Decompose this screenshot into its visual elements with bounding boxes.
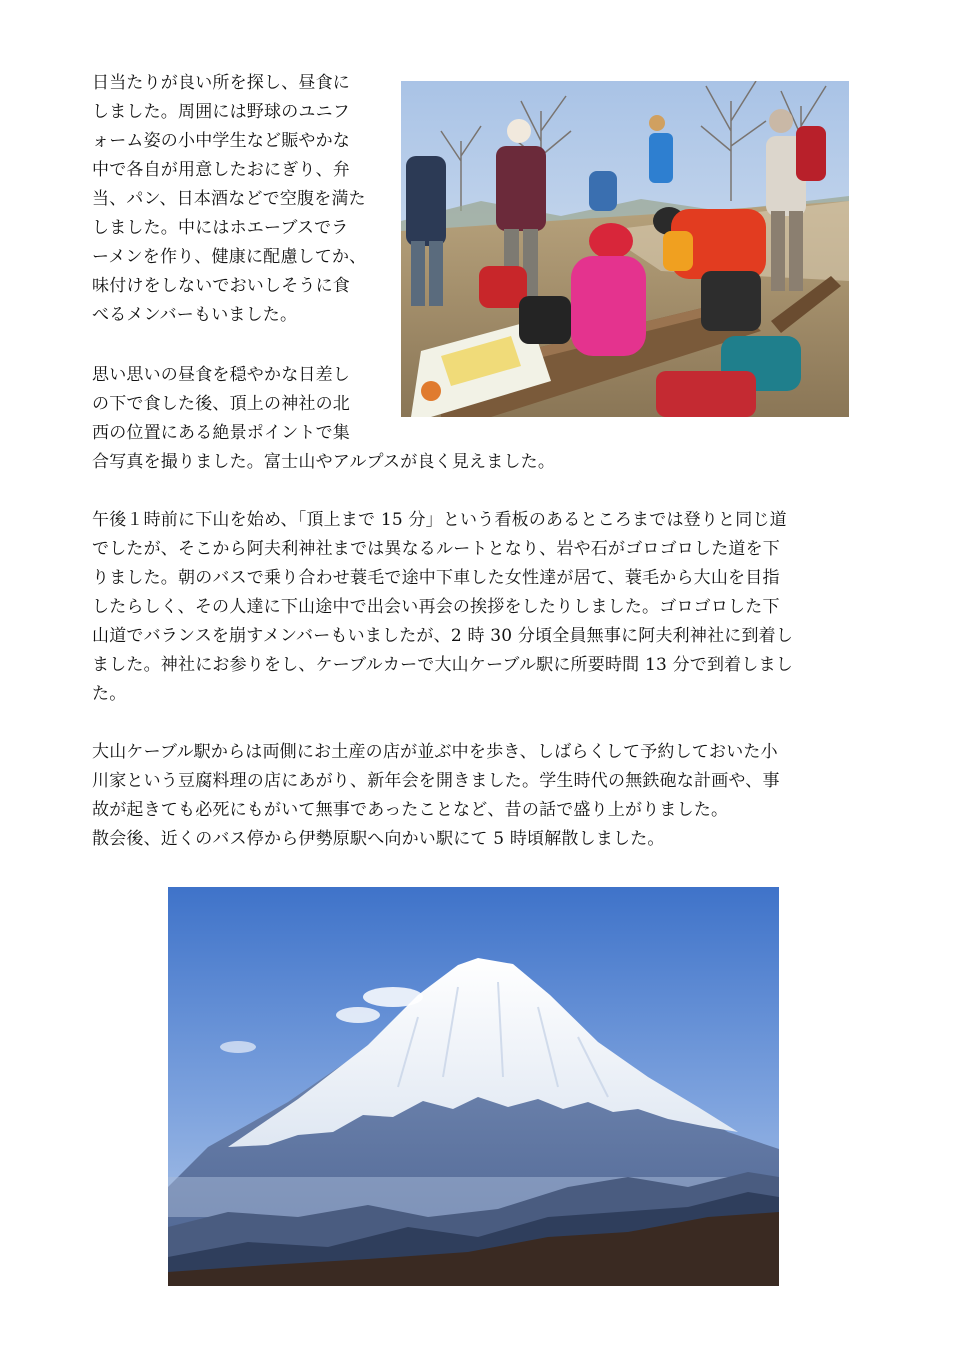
text-line: 日当たりが良い所を探し、昼食に	[92, 73, 350, 93]
text-line: 川家という豆腐料理の店にあがり、新年会を開きました。学生時代の無鉄砲な計画や、事	[92, 771, 780, 791]
text-line: べるメンバーもいました。	[92, 305, 298, 325]
text-line: しました。中にはホエーブスでラ	[92, 218, 349, 238]
text-line: ました。神社にお参りをし、ケーブルカーで大山ケーブル駅に所要時間 13 分で到着しまし	[92, 655, 793, 675]
lunch-photo	[401, 81, 849, 417]
text-line: しました。周囲には野球のユニフ	[92, 102, 350, 122]
text-line: た。	[92, 684, 127, 704]
text-line: 当、パン、日本酒などで空腹を満た	[92, 189, 366, 209]
text-line: 散会後、近くのバス停から伊勢原駅へ向かい駅にて 5 時頃解散しました。	[92, 829, 665, 849]
text-line: 大山ケーブル駅からは両側にお土産の店が並ぶ中を歩き、しばらくして予約しておいた小	[92, 742, 778, 762]
paragraph-lunch	[92, 69, 392, 330]
text-line: ーメンを作り、健康に配慮してか、	[92, 247, 367, 267]
text-line: 味付けをしないでおいしそうに食	[92, 276, 350, 296]
paragraph-descent	[92, 506, 872, 709]
mount-fuji-image	[168, 887, 779, 1286]
text-line: したらしく、その人達に下山途中で出会い再会の挨拶をしたりしました。ゴロゴロした下	[92, 597, 780, 617]
text-line: 中で各自が用意したおにぎり、弁	[92, 160, 350, 180]
text-line: 山道でバランスを崩すメンバーもいましたが、2 時 30 分頃全員無事に阿夫利神社に到着し	[92, 626, 794, 646]
text-line: 西の位置にある絶景ポイントで集	[92, 423, 350, 443]
text-line: 思い思いの昼食を穏やかな日差し	[92, 365, 350, 385]
text-line: の下で食した後、頂上の神社の北	[92, 394, 350, 414]
text-line: りました。朝のバスで乗り合わせ蓑毛で途中下車した女性達が居て、蓑毛から大山を目指	[92, 568, 780, 588]
text-line: 故が起きても必死にもがいて無事であったことなど、昔の話で盛り上がりました。	[92, 800, 729, 820]
text-line: ォーム姿の小中学生など賑やかな	[92, 131, 350, 151]
mount-fuji-photo	[168, 887, 779, 1286]
text-line: でしたが、そこから阿夫利神社までは異なるルートとなり、岩や石がゴロゴロした道を下	[92, 539, 780, 559]
paragraph-new-year-party	[92, 738, 872, 854]
text-line: 午後１時前に下山を始め、「頂上まで 15 分」という看板のあるところまでは登りと同じ道	[92, 510, 787, 530]
text-line: 合写真を撮りました。富士山やアルプスが良く見えました。	[92, 452, 556, 472]
lunch-photo-image	[401, 81, 849, 417]
